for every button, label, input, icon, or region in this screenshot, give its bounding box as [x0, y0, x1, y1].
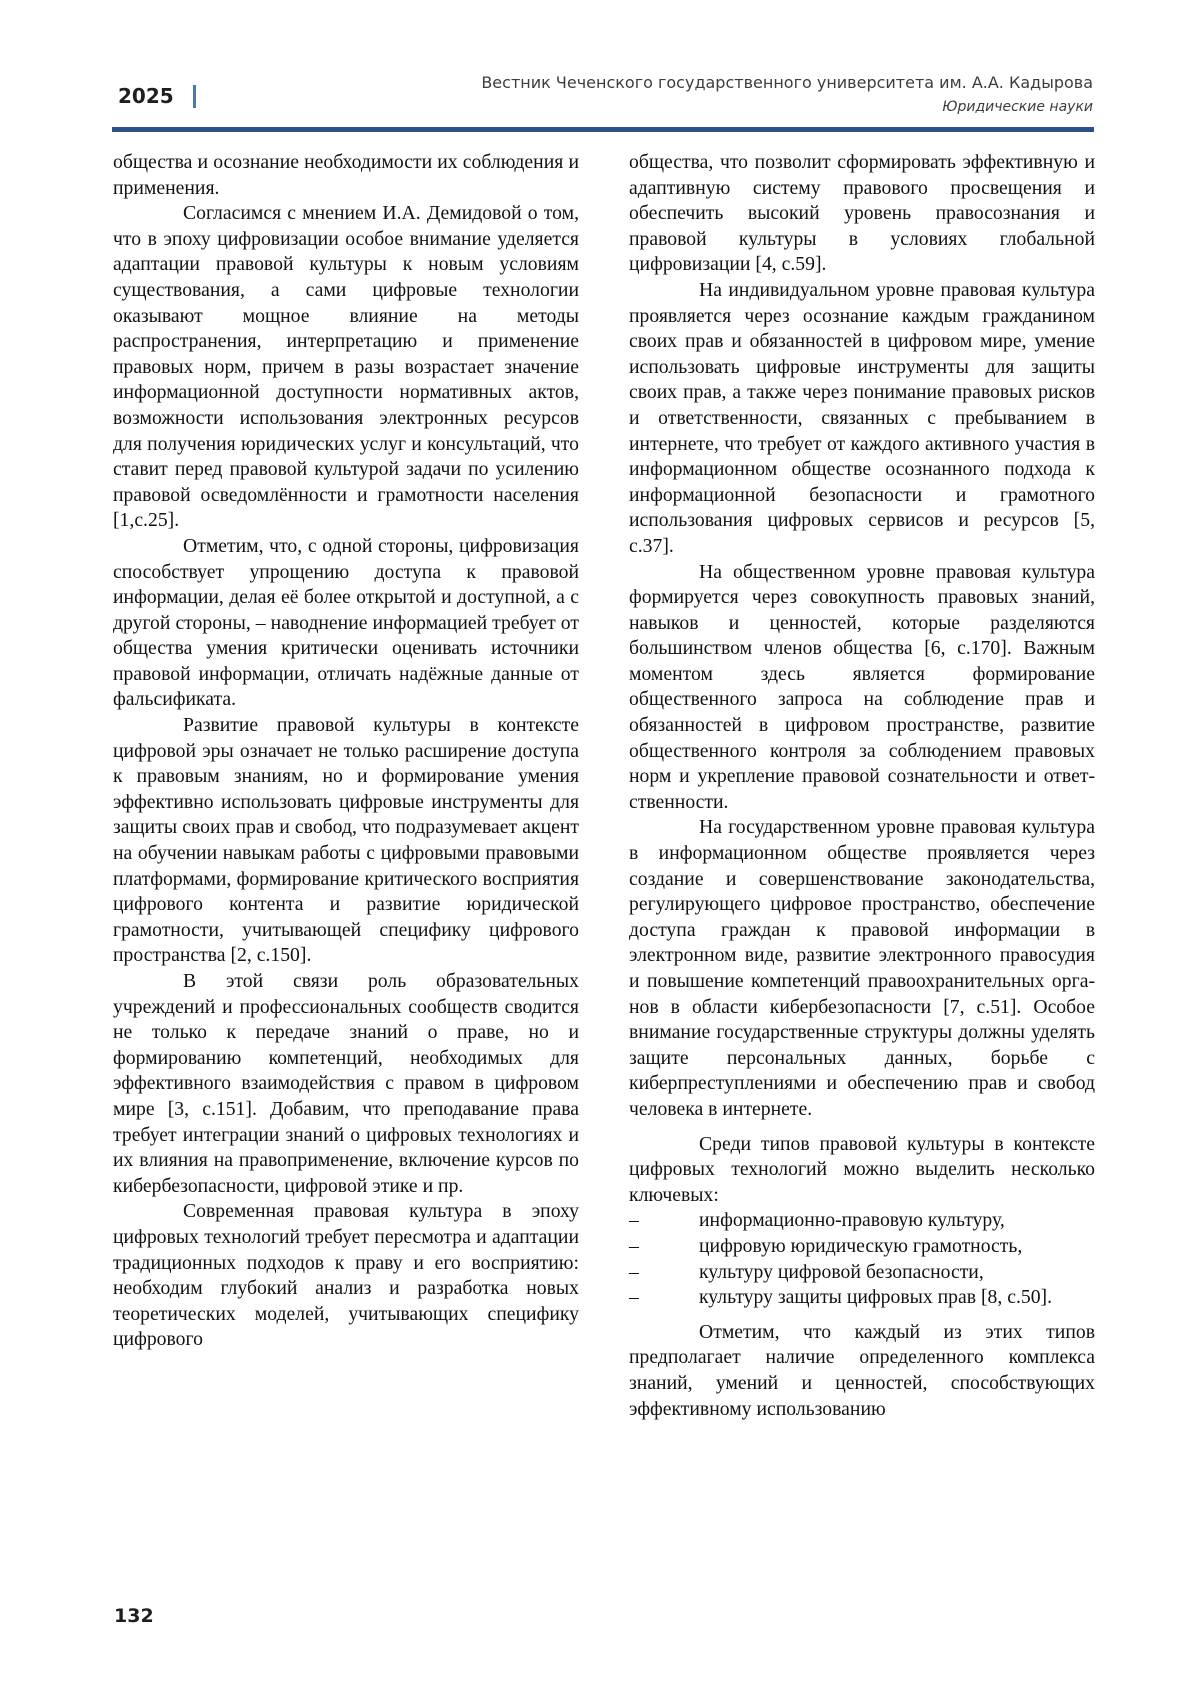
list-item-text: культуру цифровой безопасности,: [699, 1260, 1095, 1286]
list-item: [629, 1260, 1095, 1286]
header-divider: [193, 85, 196, 108]
paragraph: общества и осознание необходимости их со­блюдения и применения.: [113, 150, 579, 201]
right-column: [629, 150, 1095, 1422]
list-item: [629, 1208, 1095, 1234]
paragraph: Среди типов правовой культуры в кон­тексте цифровых технологий можно выделить несколько ключевых:: [629, 1132, 1095, 1209]
paragraph: На общественном уровне правовая культура формируется через совокупность правовых знаний, навыков и ценностей, кото­рые разделяются большинством членов обще­ства [6, с.170]. Важным моментом здесь явля­ется формирование общественного запроса на соблюдение прав и обязанностей в цифровом пространстве, развитие общественного кон­троля за соблюдением правовых норм и укрепление правовой сознательности и ответ­ственности.: [629, 560, 1095, 816]
list-item-text: цифровую юридическую грамотность,: [699, 1234, 1095, 1260]
paragraph: Отметим, что, с одной стороны, цифро­визация способствует упрощению доступа к правовой информации, делая её более откры­той и доступной, а с другой стороны, – навод­нение информацией требует от общества уме­ния критически оценивать источники право­вой информации, отличать надёжные данные от фальсификата.: [113, 534, 579, 713]
header-section-title: Юридические науки: [942, 99, 1093, 115]
paragraph: Современная правовая культура в эпоху цифровых технологий требует пере­смотра и адаптации традиционных подходов к праву и его восприятию: необходим глубокий анализ и разработка новых теоретических мо­делей, учитывающих специфику цифрового: [113, 1199, 579, 1353]
header-year: 2025: [118, 84, 174, 108]
list-item-text: информационно-правовую культуру,: [699, 1208, 1095, 1234]
paragraph: Отметим, что каждый из этих типов предполагает наличие определенного ком­плекса знаний, умений и ценностей, способ­ствующих эффективному использованию: [629, 1320, 1095, 1422]
list-item: [629, 1234, 1095, 1260]
journal-page: [0, 0, 1200, 1697]
list-item: [629, 1285, 1095, 1311]
paragraph: Согласимся с мнением И.А. Демидо­вой о том, что в эпоху цифровизации особое внимание уделяется адаптации правовой культуры к новым условиям существования, а сами цифровые технологии оказывают мощ­ное влияние на методы распространения, ин­терпретацию и применение правовых норм, причем в разы возрастает значение информа­ционной доступности нормативных актов, возможности использования электронных ре­сурсов для получения юридических услуг и консультаций, что ставит перед правовой культурой задачи по усилению правовой осве­домлённости и грамотности населения [1,с.25].: [113, 201, 579, 534]
list-dash: –: [629, 1285, 699, 1311]
header-journal-title: Вестник Чеченского государственного университета им. А.А. Кадырова: [481, 73, 1093, 92]
paragraph: На государственном уровне правовая культура в информационном обществе проявляется через создание и совершенствование законодательства, регулирующего цифровое пространство, обеспечение доступа граждан к правовой информации в электронном виде, развитие электронного правосудия и повыше­ние компетенций правоохранительных орга­нов в области кибербезопасности [7, с.51]. Особое внимание государственные структуры должны уделять защите персональных дан­ных, борьбе с киберпреступлениями и обеспе­чению прав и свобод человека в интернете.: [629, 815, 1095, 1122]
paragraph: Развитие правовой культуры в контек­сте цифровой эры означает не только расши­рение доступа к правовым знаниям, но и фор­мирование умения эффективно использовать цифровые инструменты для защиты своих прав и свобод, что подразумевает акцент на обучении навыкам работы с цифровыми пра­вовыми платформами, формирование крити­ческого восприятия цифрового контента и развитие юридической грамотности, учитыва­ющей специфику цифрового пространства [2, с.150].: [113, 713, 579, 969]
paragraph: общества, что позволит сформировать эффек­тивную и адаптивную систему правового про­свещения и обеспечить высокий уровень пра­восознания и правовой культуры в условиях глобальной цифровизации [4, с.59].: [629, 150, 1095, 278]
paragraph: На индивидуальном уровне правовая культура проявляется через осознание каж­дым гражданином своих прав и обязанностей в цифровом мире, умение использовать циф­ровые инструменты для защиты своих прав, а также через понимание правовых рисков и от­ветственности, связанных с пребыванием в интернете, что требует от каждого активного участия в информационном обществе осо­знанного подхода к информационной безопас­ности и грамотного использования цифровых сервисов и ресурсов [5, с.37].: [629, 278, 1095, 560]
header-rule: [112, 127, 1094, 132]
page-number: 132: [114, 1605, 154, 1627]
list-dash: –: [629, 1234, 699, 1260]
paragraph: В этой связи роль образовательных учреждений и профессиональных сообществ сводится не только к передаче знаний о праве, но и формированию компетенций, необходи­мых для эффективного взаимодействия с пра­вом в цифровом мире [3, с.151]. Добавим, что преподавание права требует интеграции зна­ний о цифровых технологиях и их влияния на правоприменение, включение курсов по ки­бербезопасности, цифровой этике и пр.: [113, 969, 579, 1199]
list-item-text: культуру защиты цифровых прав [8, с.50].: [699, 1285, 1095, 1311]
left-column: [113, 150, 579, 1353]
list-dash: –: [629, 1208, 699, 1234]
list-dash: –: [629, 1260, 699, 1286]
